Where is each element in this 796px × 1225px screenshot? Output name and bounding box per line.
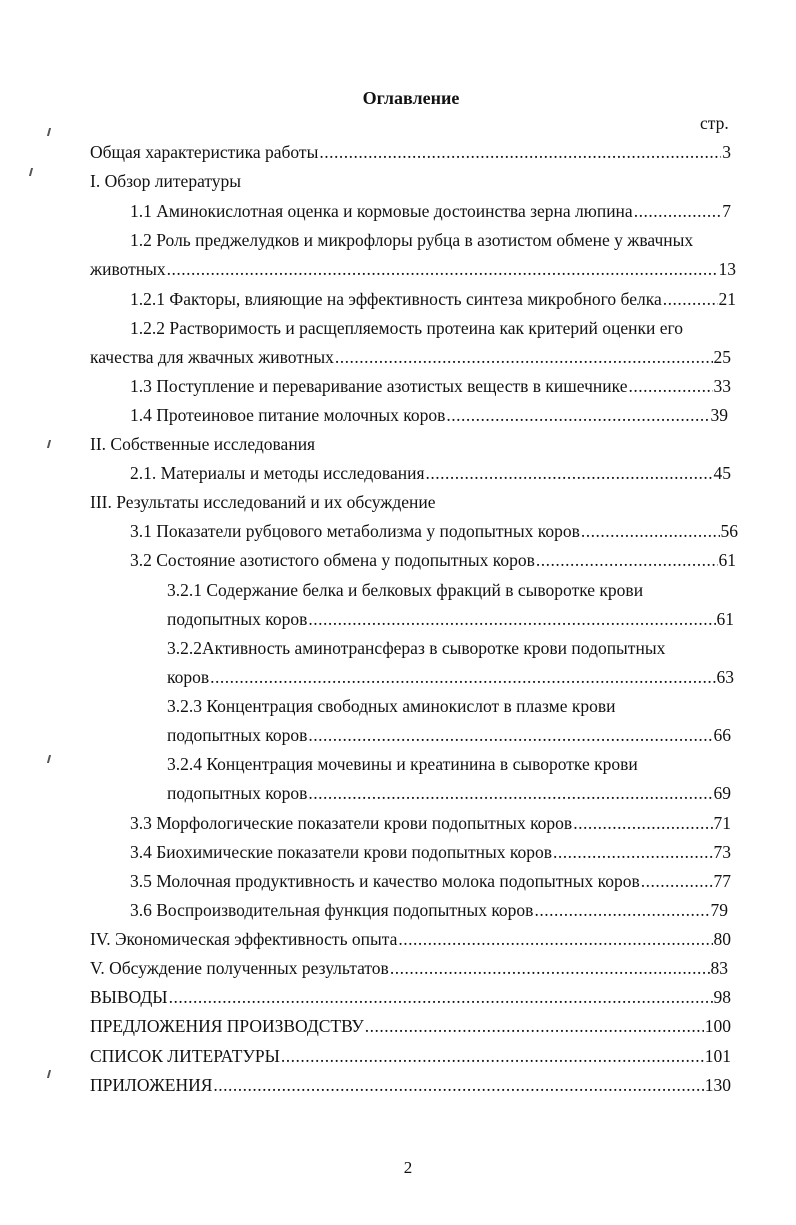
toc-entry-title: 1.4 Протеиновое питание молочных коров — [130, 405, 446, 425]
toc-entry-title-line1[interactable]: 1.2 Роль преджелудков и микрофлоры рубца в азотистом обмене у жвачных — [130, 230, 694, 250]
toc-entry-page: 80 — [713, 929, 731, 949]
toc-entry[interactable] — [90, 1015, 731, 1037]
toc-entry-title: 1.3 Поступление и переваривание азотистых веществ в кишечнике — [130, 376, 628, 396]
toc-entry-title: 3.4 Биохимические показатели крови подопытных коров — [130, 842, 552, 862]
toc-entry-title-line1[interactable]: 3.2.3 Концентрация свободных аминокислот в плазме крови — [167, 696, 616, 716]
toc-entry[interactable] — [90, 986, 731, 1008]
toc-entry-page: 130 — [704, 1075, 731, 1095]
toc-entry-title: 1.2.1 Факторы, влияющие на эффективность синтеза микробного белка — [130, 289, 662, 309]
toc-leader — [426, 462, 713, 484]
toc-entry-page: 73 — [713, 842, 731, 862]
toc-entry-title: 3.1 Показатели рубцового метаболизма у подопытных коров — [130, 521, 580, 541]
toc-leader — [641, 870, 713, 892]
toc-entry-page: 13 — [718, 259, 736, 279]
toc-entry-title: качества для жвачных животных — [90, 347, 334, 367]
toc-entry[interactable] — [167, 666, 734, 688]
toc-leader — [446, 404, 709, 426]
toc-entry-title: коров — [167, 667, 210, 687]
toc-entry-page: 61 — [716, 609, 734, 629]
toc-entry[interactable] — [130, 462, 731, 484]
toc-entry-page: 45 — [713, 463, 731, 483]
toc-entry[interactable] — [130, 841, 731, 863]
toc-section-heading[interactable]: I. Обзор литературы — [90, 171, 242, 191]
toc-entry[interactable] — [90, 928, 731, 950]
toc-entry[interactable] — [90, 1074, 731, 1096]
toc-entry-title: ПРИЛОЖЕНИЯ — [90, 1075, 213, 1095]
toc-entry[interactable] — [90, 258, 736, 280]
toc-entry-title: 3.6 Воспроизводительная функция подопытных коров — [130, 900, 534, 920]
toc-entry-title: 3.2 Состояние азотистого обмена у подопытных коров — [130, 550, 535, 570]
toc-leader — [365, 1015, 704, 1037]
toc-entry-page: 98 — [713, 987, 731, 1007]
toc-leader — [169, 986, 713, 1008]
toc-entry[interactable] — [130, 899, 728, 921]
toc-section-heading[interactable]: II. Собственные исследования — [90, 434, 316, 454]
toc-entry-title-line1[interactable]: 1.2.2 Растворимость и расщепляемость протеина как критерий оценки его — [130, 318, 683, 338]
toc-section-heading[interactable]: III. Результаты исследований и их обсуждение — [90, 492, 436, 512]
toc-entry-page: 79 — [710, 900, 728, 920]
toc-entry-title: подопытных коров — [167, 725, 308, 745]
toc-entry[interactable] — [90, 957, 728, 979]
toc-entry-page: 21 — [718, 289, 736, 309]
toc-entry-page: 7 — [722, 201, 731, 221]
toc-leader — [573, 812, 712, 834]
toc-leader — [581, 520, 720, 542]
toc-entry-title: 2.1. Материалы и методы исследования — [130, 463, 425, 483]
toc-entry-page: 100 — [704, 1016, 731, 1036]
toc-entry-title: ВЫВОДЫ — [90, 987, 168, 1007]
toc-entry-page: 69 — [713, 783, 731, 803]
toc-entry-title: Общая характеристика работы — [90, 142, 319, 162]
toc-entry-title: СПИСОК ЛИТЕРАТУРЫ — [90, 1046, 280, 1066]
toc-leader — [536, 549, 718, 571]
toc-entry[interactable] — [130, 288, 736, 310]
toc-entry-title: V. Обсуждение полученных результатов — [90, 958, 389, 978]
toc-leader — [308, 724, 712, 746]
toc-entry-page: 101 — [704, 1046, 731, 1066]
toc-entry-page: 56 — [720, 521, 738, 541]
toc-leader — [628, 375, 712, 397]
toc-leader — [210, 666, 715, 688]
toc-entry-title-line1[interactable]: 3.2.2Активность аминотрансфераз в сыворотке крови подопытных — [167, 638, 666, 658]
toc-entry[interactable] — [90, 1045, 731, 1067]
toc-leader — [213, 1074, 703, 1096]
toc-entry[interactable] — [90, 346, 731, 368]
toc-leader — [308, 782, 712, 804]
toc-entry-title: IV. Экономическая эффективность опыта — [90, 929, 398, 949]
page-column-label: стр. — [700, 113, 729, 133]
toc-entry-title: 3.5 Молочная продуктивность и качество молока подопытных коров — [130, 871, 640, 891]
toc-entry-page: 66 — [713, 725, 731, 745]
toc-entry-page: 3 — [722, 142, 731, 162]
toc-entry-title: 1.1 Аминокислотная оценка и кормовые достоинства зерна люпина — [130, 201, 633, 221]
toc-entry-page: 63 — [716, 667, 734, 687]
toc-leader — [390, 957, 710, 979]
toc-leader — [319, 141, 721, 163]
toc-entry[interactable] — [167, 782, 731, 804]
toc-leader — [308, 608, 715, 630]
scan-mark — [29, 168, 33, 176]
toc-entry-page: 33 — [713, 376, 731, 396]
toc-entry-title: подопытных коров — [167, 783, 308, 803]
toc-entry[interactable] — [130, 375, 731, 397]
toc-leader — [398, 928, 712, 950]
toc-leader — [663, 288, 718, 310]
toc-entry-page: 39 — [710, 405, 728, 425]
toc-entry[interactable] — [130, 200, 731, 222]
toc-entry-page: 77 — [713, 871, 731, 891]
toc-entry[interactable] — [130, 812, 731, 834]
toc-entry-page: 61 — [718, 550, 736, 570]
scan-mark — [47, 440, 51, 448]
page-title: Оглавление — [362, 88, 460, 108]
toc-entry-title: подопытных коров — [167, 609, 308, 629]
toc-leader — [335, 346, 713, 368]
toc-entry-title: 3.3 Морфологические показатели крови подопытных коров — [130, 813, 573, 833]
toc-leader — [281, 1045, 704, 1067]
toc-entry[interactable] — [130, 870, 731, 892]
toc-leader — [167, 258, 718, 280]
toc-entry[interactable] — [90, 141, 731, 163]
scan-mark — [47, 755, 51, 763]
page-number: 2 — [403, 1158, 413, 1177]
toc-entry[interactable] — [167, 724, 731, 746]
toc-entry-title: животных — [90, 259, 166, 279]
toc-entry[interactable] — [167, 608, 734, 630]
toc-entry-title-line1[interactable]: 3.2.4 Концентрация мочевины и креатинина в сыворотке крови — [167, 754, 638, 774]
toc-entry-page: 83 — [710, 958, 728, 978]
toc-leader — [553, 841, 713, 863]
toc-entry-title-line1[interactable]: 3.2.1 Содержание белка и белковых фракций в сыворотке крови — [167, 580, 644, 600]
scan-mark — [47, 1070, 51, 1078]
toc-leader — [634, 200, 722, 222]
toc-entry[interactable] — [130, 520, 738, 542]
toc-entry[interactable] — [130, 404, 728, 426]
toc-entry-page: 71 — [713, 813, 731, 833]
toc-entry[interactable] — [130, 549, 736, 571]
toc-entry-title: ПРЕДЛОЖЕНИЯ ПРОИЗВОДСТВУ — [90, 1016, 364, 1036]
toc-entry-page: 25 — [713, 347, 731, 367]
scan-mark — [47, 128, 51, 136]
toc-leader — [534, 899, 709, 921]
